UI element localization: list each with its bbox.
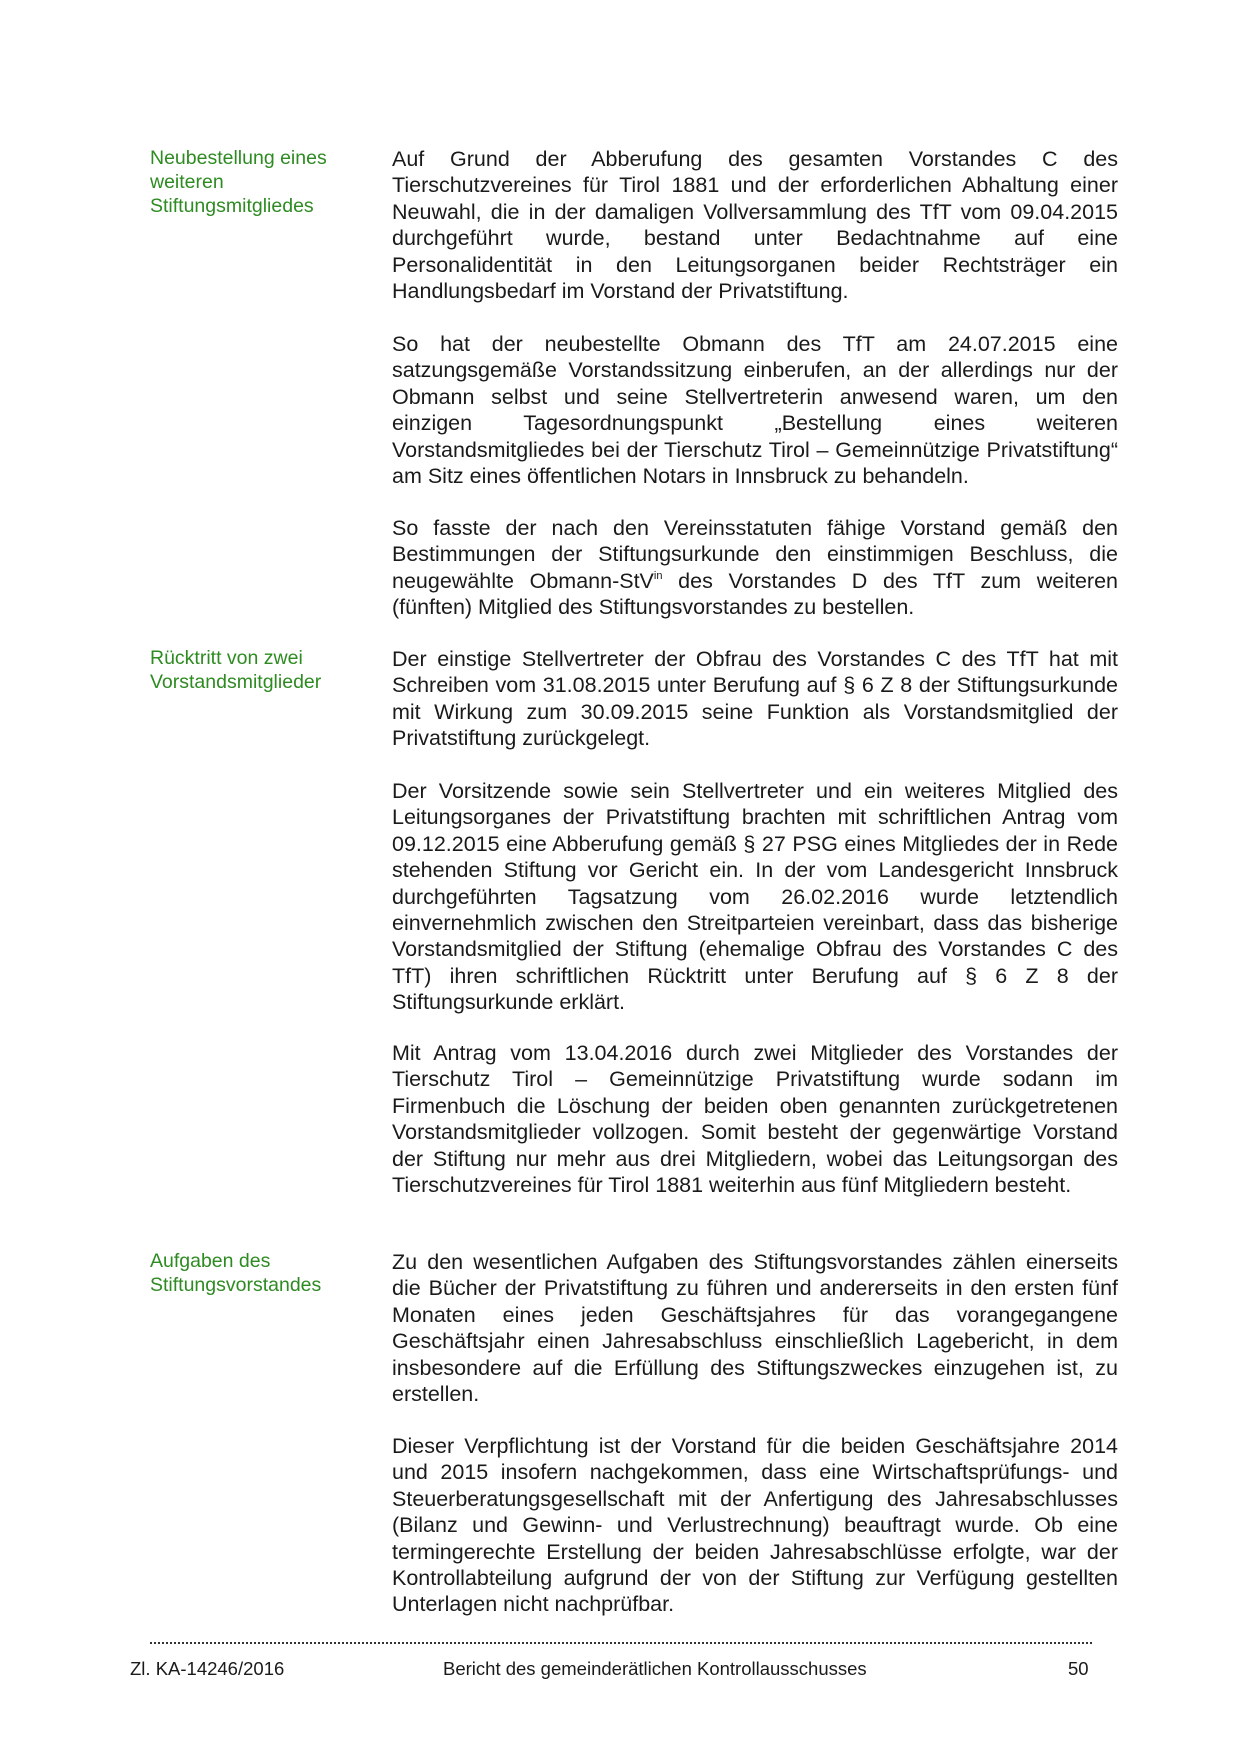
page-number: 50 <box>1068 1658 1089 1679</box>
paragraph: So hat der neubestellte Obmann des TfT am 24.07.2015 eine satzungsgemäße Vorstandssitzung einberufen, an der allerdings nur der Obmann selbst und seine Stellvertreterin anwesend waren, um den einzigen Tagesordnungspunkt „Bestellung eines weiteren Vorstandsmitgliedes bei der Tierschutz Tirol – Gemeinnützige Privatstiftung“ am Sitz eines öffentlichen Notars in Innsbruck zu behandeln. <box>392 332 1118 489</box>
margin-heading-neubestellung: Neubestellung eines weiteren Stiftungsmitgliedes <box>150 147 327 217</box>
footer-title: Bericht des gemeinderätlichen Kontrollausschusses <box>443 1658 867 1679</box>
paragraph: Auf Grund der Abberufung des gesamten Vorstandes C des Tierschutzvereines für Tirol 1881 und der erforderlichen Abhaltung einer Neuwahl, die in der damaligen Vollversammlung des TfT vom 09.04.2015 durchgeführt wurde, bestand unter Bedachtnahme auf eine Personalidentität in den Leitungsorganen beider Rechtsträger ein Handlungsbedarf im Vorstand der Privatstiftung. <box>392 147 1118 304</box>
paragraph: Zu den wesentlichen Aufgaben des Stiftungsvorstandes zählen einerseits die Bücher der Privatstiftung zu führen und andererseits in den ersten fünf Monaten eines jeden Geschäftsjahres für das vorangegangene Geschäftsjahr einen Jahresabschluss einschließlich Lagebericht, in dem insbesondere auf die Erfüllung des Stiftungszweckes einzugehen ist, zu erstellen. <box>392 1250 1118 1407</box>
footer-reference: Zl. KA-14246/2016 <box>130 1658 285 1679</box>
paragraph <box>392 515 1118 621</box>
paragraph-text: des Vorstandes D des TfT zum weiteren (fünften) Mitglied des Stiftungsvorstandes zu bestellen. <box>392 568 1119 620</box>
paragraph: Mit Antrag vom 13.04.2016 durch zwei Mitglieder des Vorstandes der Tierschutz Tirol – Gemeinnützige Privatstiftung wurde sodann im Firmenbuch die Löschung der beiden oben genannten zurückgetretenen Vorstandsmitglieder vollzogen. Somit besteht der gegenwärtige Vorstand der Stiftung nur mehr aus drei Mitgliedern, wobei das Leitungsorgan des Tierschutzvereines für Tirol 1881 weiterhin aus fünf Mitgliedern besteht. <box>392 1041 1118 1198</box>
paragraph: Der Vorsitzende sowie sein Stellvertreter und ein weiteres Mitglied des Leitungsorganes der Privatstiftung brachten mit schriftlichen Antrag vom 09.12.2015 eine Abberufung gemäß § 27 PSG eines Mitgliedes der in Rede stehenden Stiftung vor Gericht ein. In der vom Landesgericht Innsbruck durchgeführten Tagsatzung vom 26.02.2016 wurde letztendlich einvernehmlich zwischen den Streitparteien vereinbart, dass das bisherige Vorstandsmitglied der Stiftung (ehemalige Obfrau des Vorstandes C des TfT) ihren schriftlichen Rücktritt unter Berufung auf § 6 Z 8 der Stiftungsurkunde erklärt. <box>392 779 1118 1015</box>
margin-heading-ruecktritt: Rücktritt von zwei Vorstandsmitglieder <box>150 647 322 693</box>
margin-heading-aufgaben: Aufgaben des Stiftungsvorstandes <box>150 1250 322 1296</box>
superscript: in <box>653 569 663 582</box>
paragraph: Dieser Verpflichtung ist der Vorstand für die beiden Geschäftsjahre 2014 und 2015 insofern nachgekommen, dass eine Wirtschaftsprüfungs- und Steuerberatungsgesellschaft mit der Anfertigung des Jahresabschlusses (Bilanz und Gewinn- und Verlustrechnung) beauftragt wurde. Ob eine termingerechte Erstellung der beiden Jahresabschlüsse erfolgte, war der Kontrollabteilung aufgrund der von der Stiftung zur Verfügung gestellten Unterlagen nicht nachprüfbar. <box>392 1434 1118 1617</box>
paragraph-text: So fasste der nach den Vereinsstatuten fähige Vorstand gemäß den Bestimmungen der Stiftungsurkunde den einstimmigen Beschluss, die neugewählte Obmann-StV <box>392 516 1118 593</box>
paragraph: Der einstige Stellvertreter der Obfrau des Vorstandes C des TfT hat mit Schreiben vom 31.08.2015 unter Berufung auf § 6 Z 8 der Stiftungsurkunde mit Wirkung zum 30.09.2015 seine Funktion als Vorstandsmitglied der Privatstiftung zurückgelegt. <box>392 647 1118 751</box>
footer-divider <box>150 1642 1092 1644</box>
